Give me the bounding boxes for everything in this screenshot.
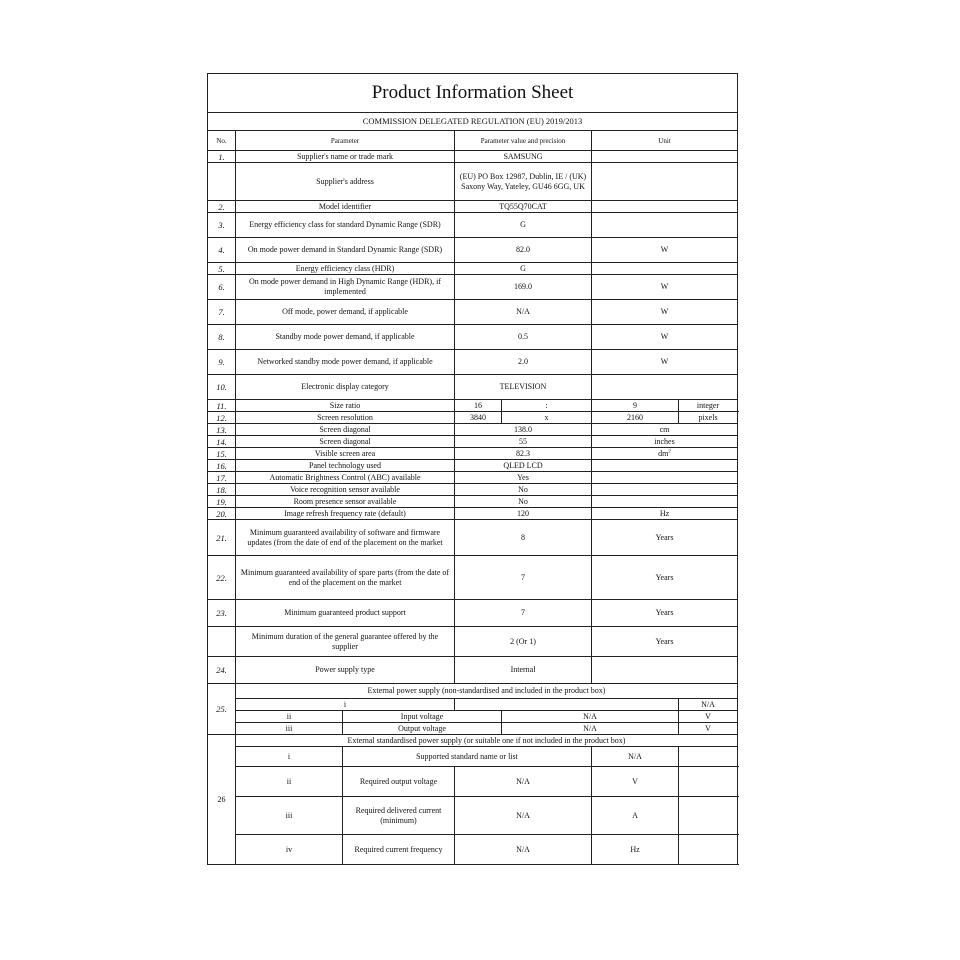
value-separator: : bbox=[502, 400, 592, 412]
table-row bbox=[208, 684, 738, 699]
table-row bbox=[208, 735, 738, 747]
table-row bbox=[208, 263, 738, 275]
parameter-name: Networked standby mode power demand, if applicable bbox=[236, 350, 455, 375]
parameter-name: Automatic Brightness Control (ABC) available bbox=[236, 472, 455, 484]
row-number: 11. bbox=[208, 400, 236, 412]
parameter-name: Energy efficiency class (HDR) bbox=[236, 263, 455, 275]
row-number: 1. bbox=[208, 151, 236, 163]
row-number: 19. bbox=[208, 496, 236, 508]
sub-extra bbox=[679, 797, 738, 835]
parameter-name: Minimum guaranteed availability of spare parts (from the date of end of the placement on the market bbox=[236, 556, 455, 600]
unit-base: dm bbox=[658, 448, 669, 458]
parameter-unit bbox=[592, 163, 738, 201]
row-number: 3. bbox=[208, 213, 236, 238]
table-row bbox=[208, 412, 738, 424]
parameter-unit bbox=[592, 460, 738, 472]
sub-index: ii bbox=[236, 711, 343, 723]
parameter-unit bbox=[592, 657, 738, 684]
info-table bbox=[207, 73, 738, 865]
parameter-value: (EU) PO Box 12987, Dublin, IE / (UK) Saxony Way, Yateley, GU46 6GG, UK bbox=[455, 163, 592, 201]
sub-index: iv bbox=[236, 835, 343, 865]
parameter-unit bbox=[592, 201, 738, 213]
sub-index: iii bbox=[236, 797, 343, 835]
sub-extra bbox=[679, 767, 738, 797]
parameter-name: Supplier's name or trade mark bbox=[236, 151, 455, 163]
parameter-name: Power supply type bbox=[236, 657, 455, 684]
parameter-value: 55 bbox=[455, 436, 592, 448]
sub-unit: A bbox=[592, 797, 679, 835]
parameter-name: Panel technology used bbox=[236, 460, 455, 472]
row-number: 14. bbox=[208, 436, 236, 448]
parameter-unit: Years bbox=[592, 520, 738, 556]
table-row bbox=[208, 400, 738, 412]
value-a: 16 bbox=[455, 400, 502, 412]
row-number: 6. bbox=[208, 275, 236, 300]
table-row bbox=[208, 436, 738, 448]
table-row bbox=[208, 484, 738, 496]
table-row bbox=[208, 496, 738, 508]
row-number: 23. bbox=[208, 600, 236, 627]
table-row bbox=[208, 657, 738, 684]
parameter-unit: inches bbox=[592, 436, 738, 448]
parameter-value: G bbox=[455, 263, 592, 275]
value-separator: x bbox=[502, 412, 592, 424]
parameter-value: 8 bbox=[455, 520, 592, 556]
sub-unit: V bbox=[592, 767, 679, 797]
sub-label: Supported standard name or list bbox=[343, 747, 592, 767]
row-number: 24. bbox=[208, 657, 236, 684]
parameter-value: SAMSUNG bbox=[455, 151, 592, 163]
parameter-unit bbox=[592, 484, 738, 496]
parameter-unit bbox=[592, 375, 738, 400]
table-row bbox=[208, 201, 738, 213]
parameter-value: 2.0 bbox=[455, 350, 592, 375]
parameter-unit: W bbox=[592, 275, 738, 300]
sub-extra bbox=[679, 747, 738, 767]
table-row bbox=[208, 151, 738, 163]
parameter-name: Minimum duration of the general guarantee offered by the supplier bbox=[236, 627, 455, 657]
sub-label: Input voltage bbox=[343, 711, 502, 723]
sub-label: Required delivered current (minimum) bbox=[343, 797, 455, 835]
row-number: 9. bbox=[208, 350, 236, 375]
table-row bbox=[208, 556, 738, 600]
header-value: Parameter value and precision bbox=[455, 131, 592, 151]
sub-value: N/A bbox=[679, 699, 738, 711]
sub-label: Output voltage bbox=[343, 723, 502, 735]
row-number: 8. bbox=[208, 325, 236, 350]
parameter-value: N/A bbox=[455, 300, 592, 325]
sub-value: N/A bbox=[455, 767, 592, 797]
sub-label bbox=[455, 699, 679, 711]
parameter-unit: W bbox=[592, 325, 738, 350]
parameter-name: Off mode, power demand, if applicable bbox=[236, 300, 455, 325]
row-number bbox=[208, 163, 236, 201]
sub-value: N/A bbox=[502, 723, 679, 735]
sub-value: N/A bbox=[502, 711, 679, 723]
table-row bbox=[208, 747, 738, 767]
parameter-unit bbox=[592, 448, 738, 460]
parameter-unit: W bbox=[592, 238, 738, 263]
parameter-value: 7 bbox=[455, 600, 592, 627]
row-number: 25. bbox=[208, 684, 236, 735]
parameter-name: Screen diagonal bbox=[236, 424, 455, 436]
parameter-unit: integer bbox=[679, 400, 738, 412]
sub-label: Required current frequency bbox=[343, 835, 455, 865]
regulation-subtitle: COMMISSION DELEGATED REGULATION (EU) 2019/2013 bbox=[208, 113, 738, 131]
product-information-sheet bbox=[207, 73, 737, 865]
table-row bbox=[208, 835, 738, 865]
parameter-unit bbox=[592, 151, 738, 163]
table-row bbox=[208, 424, 738, 436]
parameter-name: Model identifier bbox=[236, 201, 455, 213]
table-row bbox=[208, 627, 738, 657]
sub-index: i bbox=[236, 747, 343, 767]
parameter-unit: Years bbox=[592, 556, 738, 600]
row-number: 10. bbox=[208, 375, 236, 400]
parameter-name: Size ratio bbox=[236, 400, 455, 412]
table-row bbox=[208, 711, 738, 723]
parameter-name: Standby mode power demand, if applicable bbox=[236, 325, 455, 350]
section-heading: External power supply (non-standardised and included in the product box) bbox=[236, 684, 738, 699]
table-row bbox=[208, 797, 738, 835]
parameter-value: 7 bbox=[455, 556, 592, 600]
parameter-name: Energy efficiency class for standard Dynamic Range (SDR) bbox=[236, 213, 455, 238]
row-number: 21. bbox=[208, 520, 236, 556]
row-number bbox=[208, 627, 236, 657]
table-row bbox=[208, 375, 738, 400]
table-row bbox=[208, 325, 738, 350]
parameter-unit bbox=[592, 263, 738, 275]
row-number: 18. bbox=[208, 484, 236, 496]
sub-index: iii bbox=[236, 723, 343, 735]
row-number: 4. bbox=[208, 238, 236, 263]
table-row bbox=[208, 472, 738, 484]
parameter-name: Room presence sensor available bbox=[236, 496, 455, 508]
parameter-name: Supplier's address bbox=[236, 163, 455, 201]
table-row bbox=[208, 213, 738, 238]
parameter-value: 82.0 bbox=[455, 238, 592, 263]
sub-index: ii bbox=[236, 767, 343, 797]
unit-exponent: 2 bbox=[668, 448, 671, 454]
table-row bbox=[208, 448, 738, 460]
row-number: 26 bbox=[208, 735, 236, 865]
row-number: 22. bbox=[208, 556, 236, 600]
parameter-value: No bbox=[455, 496, 592, 508]
table-row bbox=[208, 508, 738, 520]
row-number: 12. bbox=[208, 412, 236, 424]
parameter-unit bbox=[592, 213, 738, 238]
row-number: 2. bbox=[208, 201, 236, 213]
table-row bbox=[208, 460, 738, 472]
parameter-value: 2 (Or 1) bbox=[455, 627, 592, 657]
table-row bbox=[208, 600, 738, 627]
table-row bbox=[208, 163, 738, 201]
parameter-value: 82.3 bbox=[455, 448, 592, 460]
table-row bbox=[208, 350, 738, 375]
parameter-name: Voice recognition sensor available bbox=[236, 484, 455, 496]
parameter-name: Screen resolution bbox=[236, 412, 455, 424]
parameter-name: On mode power demand in Standard Dynamic Range (SDR) bbox=[236, 238, 455, 263]
sub-unit: Hz bbox=[592, 835, 679, 865]
row-number: 7. bbox=[208, 300, 236, 325]
row-number: 20. bbox=[208, 508, 236, 520]
row-number: 13. bbox=[208, 424, 236, 436]
parameter-name: Visible screen area bbox=[236, 448, 455, 460]
parameter-unit: Years bbox=[592, 627, 738, 657]
row-number: 16. bbox=[208, 460, 236, 472]
row-number: 5. bbox=[208, 263, 236, 275]
parameter-value: QLED LCD bbox=[455, 460, 592, 472]
parameter-value: 138.0 bbox=[455, 424, 592, 436]
sub-value: N/A bbox=[455, 835, 592, 865]
sub-value: N/A bbox=[592, 747, 679, 767]
table-row bbox=[208, 300, 738, 325]
table-row bbox=[208, 238, 738, 263]
parameter-unit bbox=[592, 472, 738, 484]
sub-value: N/A bbox=[455, 797, 592, 835]
sub-index: i bbox=[236, 699, 455, 711]
section-heading: External standardised power supply (or suitable one if not included in the product box) bbox=[236, 735, 738, 747]
sub-label: Required output voltage bbox=[343, 767, 455, 797]
parameter-value: TELEVISION bbox=[455, 375, 592, 400]
parameter-value: Internal bbox=[455, 657, 592, 684]
parameter-value: Yes bbox=[455, 472, 592, 484]
parameter-name: Image refresh frequency rate (default) bbox=[236, 508, 455, 520]
table-row bbox=[208, 723, 738, 735]
parameter-value: No bbox=[455, 484, 592, 496]
sub-extra bbox=[679, 835, 738, 865]
value-b: 9 bbox=[592, 400, 679, 412]
parameter-name: Minimum guaranteed availability of software and firmware updates (from the date of end of the placement on the market bbox=[236, 520, 455, 556]
page-title: Product Information Sheet bbox=[208, 74, 738, 113]
header-no: No. bbox=[208, 131, 236, 151]
header-unit: Unit bbox=[592, 131, 738, 151]
parameter-value: TQ55Q70CAT bbox=[455, 201, 592, 213]
table-row bbox=[208, 699, 738, 711]
parameter-unit: W bbox=[592, 350, 738, 375]
table-row bbox=[208, 767, 738, 797]
row-number: 17. bbox=[208, 472, 236, 484]
parameter-name: On mode power demand in High Dynamic Range (HDR), if implemented bbox=[236, 275, 455, 300]
table-row bbox=[208, 520, 738, 556]
parameter-unit: W bbox=[592, 300, 738, 325]
parameter-unit: pixels bbox=[679, 412, 738, 424]
header-parameter: Parameter bbox=[236, 131, 455, 151]
parameter-value: 169.0 bbox=[455, 275, 592, 300]
table-row bbox=[208, 275, 738, 300]
sub-unit: V bbox=[679, 723, 738, 735]
parameter-value: G bbox=[455, 213, 592, 238]
parameter-value: 0.5 bbox=[455, 325, 592, 350]
parameter-name: Electronic display category bbox=[236, 375, 455, 400]
parameter-unit: Hz bbox=[592, 508, 738, 520]
parameter-unit bbox=[592, 496, 738, 508]
parameter-name: Screen diagonal bbox=[236, 436, 455, 448]
value-b: 2160 bbox=[592, 412, 679, 424]
sub-unit: V bbox=[679, 711, 738, 723]
row-number: 15. bbox=[208, 448, 236, 460]
parameter-unit: Years bbox=[592, 600, 738, 627]
value-a: 3840 bbox=[455, 412, 502, 424]
parameter-name: Minimum guaranteed product support bbox=[236, 600, 455, 627]
parameter-value: 120 bbox=[455, 508, 592, 520]
parameter-unit: cm bbox=[592, 424, 738, 436]
